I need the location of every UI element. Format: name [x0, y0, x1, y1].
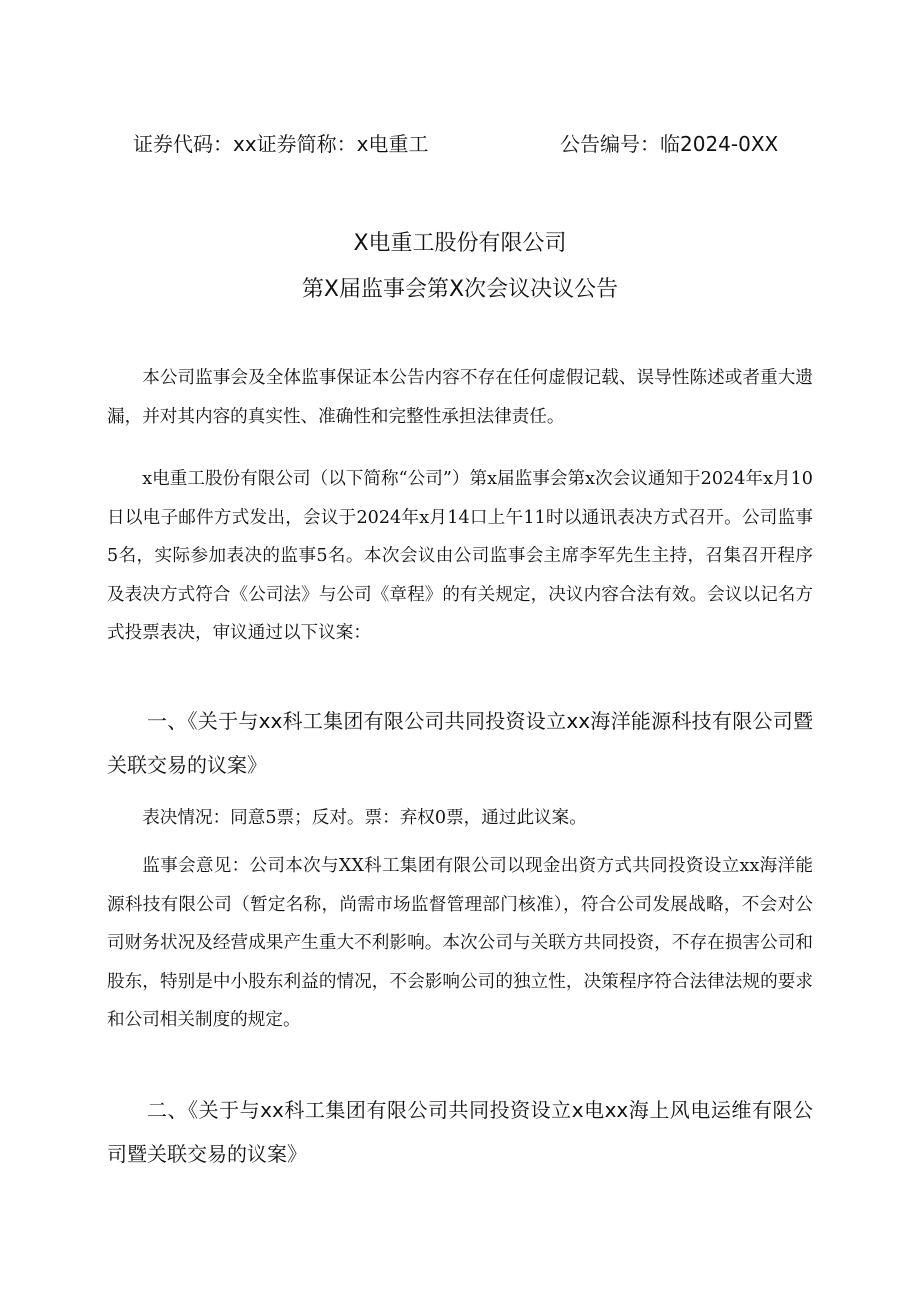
- supervisory-opinion-1: 监事会意见：公司本次与XX科工集团有限公司以现金出资方式共同投资设立xx海洋能源科技有限公司（暂定名称，尚需市场监督管理部门核准），符合公司发展战略，不会对公司财务状况及经营成果产生重大不利影响。本次公司与关联方共同投资，不存在损害公司和股东，特别是中小股东利益的情况，不会影响公司的独立性，决策程序符合法律法规的要求和公司相关制度的规定。: [107, 856, 813, 1030]
- proposal-heading-1: 一、《关于与xx科工集团有限公司共同投资设立xx海洋能源科技有限公司暨关联交易的议案》: [107, 709, 813, 777]
- company-title: X电重工股份有限公司: [353, 231, 567, 256]
- vote-result-1: 表决情况：同意5票；反对。票：弃权0票，通过此议案。: [142, 808, 587, 828]
- statement-paragraph: 本公司监事会及全体监事保证本公告内容不存在任何虚假记载、误导性陈述或者重大遗漏，并对其内容的真实性、准确性和完整性承担法律责任。: [107, 368, 813, 427]
- announcement-number: 公告编号：临2024-0XX: [560, 132, 779, 156]
- stock-code: 证券代码：xx证券简称：x电重工: [133, 132, 429, 156]
- proposal-heading-2: 二、《关于与xx科工集团有限公司共同投资设立x电xx海上风电运维有限公司暨关联交易的议案》: [107, 1098, 813, 1166]
- announcement-title: 第X届监事会第X次会议决议公告: [301, 277, 619, 302]
- meeting-info-paragraph: x电重工股份有限公司（以下简称“公司”）第x届监事会第x次会议通知于2024年x月10日以电子邮件方式发出，会议于2024年x月14口上午11时以通讯表决方式召开。公司监事5名，实际参加表决的监事5名。本次会议由公司监事会主席李军先生主持，召集召开程序及表决方式符合《公司法》与公司《章程》的有关规定，决议内容合法有效。会议以记名方式投票表决，审议通过以下议案：: [107, 469, 813, 643]
- document-header: [133, 128, 803, 158]
